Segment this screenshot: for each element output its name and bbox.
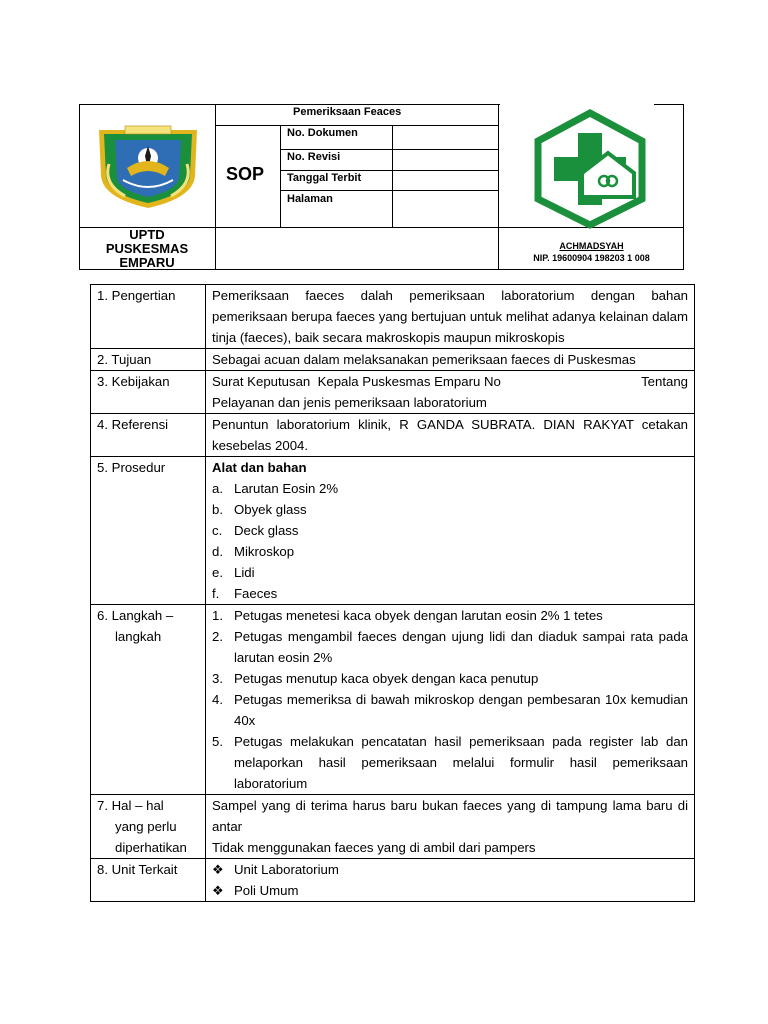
diamond-bullet-icon: ❖ <box>212 883 224 898</box>
row-content <box>206 859 695 902</box>
list-item: 1. Petugas menetesi kaca obyek dengan larutan eosin 2% 1 tetes <box>212 608 603 623</box>
row-label: 4. Referensi <box>91 414 206 457</box>
organization-name: UPTD PUSKESMAS EMPARU <box>105 227 189 270</box>
row-content: Sebagai acuan dalam melaksanakan pemeriksaan faeces di Puskesmas <box>206 349 695 371</box>
row-content: Sampel yang di terima harus baru bukan faeces yang di tampung lama baru di antar Tidak menggunakan faeces yang di ambil dari pampers <box>206 795 695 859</box>
row-content <box>206 457 695 605</box>
list-item: e. Lidi <box>212 565 255 580</box>
row-langkah <box>91 605 695 795</box>
row-content: Penuntun laboratorium klinik, R GANDA SUBRATA. DIAN RAKYAT cetakan kesebelas 2004. <box>206 414 695 457</box>
row-label: 3. Kebijakan <box>91 371 206 414</box>
document-header <box>79 104 684 270</box>
list-item: b. Obyek glass <box>212 502 307 517</box>
field-no-revisi: No. Revisi <box>287 151 341 163</box>
field-tanggal-terbit: Tanggal Terbit <box>287 172 362 184</box>
regency-emblem-icon <box>95 124 201 210</box>
signer-name: ACHMADSYAH <box>559 241 624 251</box>
list-item: f. Faeces <box>212 586 278 601</box>
row-label: 1. Pengertian <box>91 285 206 349</box>
list-item: 3. Petugas menutup kaca obyek dengan kaca penutup <box>212 671 539 686</box>
row-label: 8. Unit Terkait <box>91 859 206 902</box>
row-prosedur <box>91 457 695 605</box>
sop-content-table <box>90 284 695 902</box>
puskesmas-logo-icon <box>528 109 652 229</box>
list-item: ❖ Unit Laboratorium <box>212 859 688 880</box>
row-content: Pemeriksaan faeces dalah pemeriksaan laboratorium dengan bahan pemeriksaan berupa faeces yang bertujuan untuk melihat adanya kelainan dalam tinja (faeces), baik secara makroskopis maupun mikroskopis <box>206 285 695 349</box>
row-label: 2. Tujuan <box>91 349 206 371</box>
row-label: 7. Hal – hal yang perlu diperhatikan <box>91 795 206 859</box>
list-item: a. Larutan Eosin 2% <box>212 481 339 496</box>
row-kebijakan <box>91 371 695 414</box>
list-item: c. Deck glass <box>212 523 299 538</box>
list-item: 2. Petugas mengambil faeces dengan ujung lidi dan diaduk sampai rata pada larutan eosin 2% <box>212 629 688 665</box>
procedure-heading: Alat dan bahan <box>212 460 307 475</box>
row-label: 6. Langkah – langkah <box>91 605 206 795</box>
row-tujuan <box>91 349 695 371</box>
row-hal-perlu-diperhatikan <box>91 795 695 859</box>
diamond-bullet-icon: ❖ <box>212 862 224 877</box>
list-item: 4. Petugas memeriksa di bawah mikroskop dengan pembesaran 10x kemudian 40x <box>212 692 688 728</box>
row-unit-terkait <box>91 859 695 902</box>
list-item: d. Mikroskop <box>212 544 295 559</box>
field-no-dokumen: No. Dokumen <box>287 127 358 139</box>
signatory <box>499 240 684 264</box>
signer-nip: NIP. 19600904 198203 1 008 <box>533 253 650 263</box>
list-item: 5. Petugas melakukan pencatatan hasil pemeriksaan pada register lab dan melaporkan hasil pemeriksaan melalui formulir hasil pemeriksaan laboratorium <box>212 734 688 791</box>
row-pengertian <box>91 285 695 349</box>
row-label: 5. Prosedur <box>91 457 206 605</box>
sop-label: SOP <box>226 164 265 184</box>
field-halaman: Halaman <box>287 193 333 205</box>
document-title: Pemeriksaan Feaces <box>293 106 402 118</box>
list-item: ❖ Poli Umum <box>212 880 688 901</box>
row-content: Surat Keputusan Kepala Puskesmas Emparu No Tentang Pelayanan dan jenis pemeriksaan laboratorium <box>206 371 695 414</box>
row-content <box>206 605 695 795</box>
row-referensi <box>91 414 695 457</box>
